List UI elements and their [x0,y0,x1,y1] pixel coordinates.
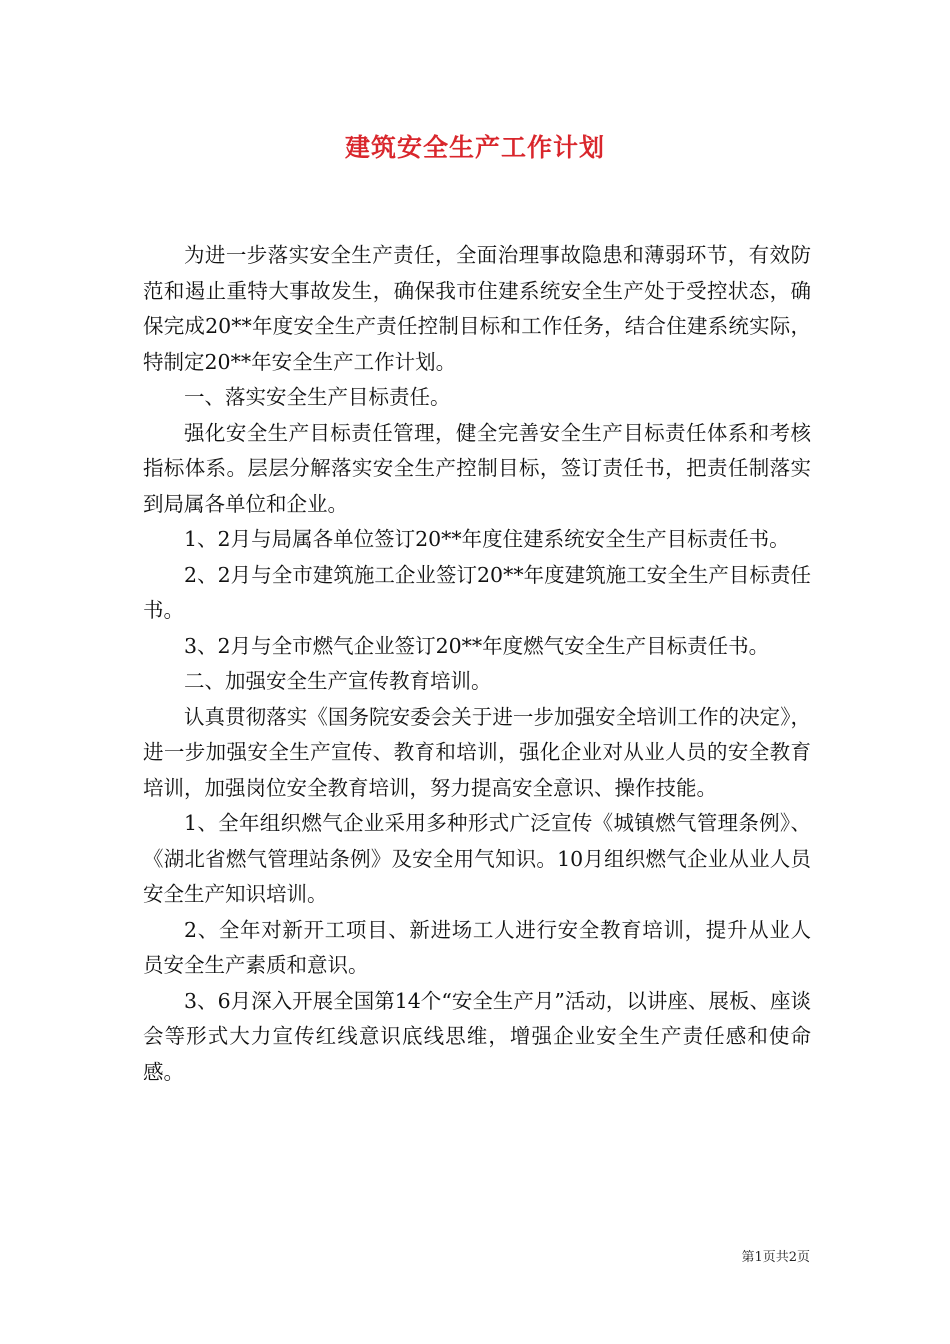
section-heading: 一、落实安全生产目标责任。 [184,385,451,409]
list-item: 3、2月与全市燃气企业签订20**年度燃气安全生产目标责任书。 [184,633,770,658]
list-item: 2、全年对新开工项目、新进场工人进行安全教育培训，提升从业人员安全生产素质和意识。 [143,917,811,977]
paragraph: 为进一步落实安全生产责任，全面治理事故隐患和薄弱环节，有效防范和遏止重特大事故发生，确保我市住建系统安全生产处于受控状态，确保完成20**年度安全生产责任控制目标和工作任务，结合住建系统实际，特制定20**年安全生产工作计划。 [143,243,811,374]
paragraph: 强化安全生产目标责任管理，健全完善安全生产目标责任体系和考核指标体系。层层分解落实安全生产控制目标，签订责任书，把责任制落实到局属各单位和企业。 [143,420,811,516]
section-heading: 二、加强安全生产宣传教育培训。 [184,669,492,693]
document-body [143,238,811,1090]
page-number: 第1页共2页 [741,1250,810,1265]
list-item: 1、2月与局属各单位签订20**年度住建系统安全生产目标责任书。 [184,527,790,551]
paragraph: 认真贯彻落实《国务院安委会关于进一步加强安全培训工作的决定》，进一步加强安全生产宣传、教育和培训，强化企业对从业人员的安全教育培训，加强岗位安全教育培训，努力提高安全意识、操作技能。 [143,704,811,800]
list-item: 1、全年组织燃气企业采用多种形式广泛宣传《城镇燃气管理条例》、《湖北省燃气管理站条例》及安全用气知识。10月组织燃气企业从业人员安全生产知识培训。 [143,811,811,906]
list-item: 3、6月深入开展全国第14个“安全生产月”活动，以讲座、展板、座谈会等形式大力宣传红线意识底线思维，增强企业安全生产责任感和使命感。 [143,988,811,1084]
list-item: 2、2月与全市建筑施工企业签订20**年度建筑施工安全生产目标责任书。 [143,562,811,622]
document-title: 建筑安全生产工作计划 [344,133,605,162]
